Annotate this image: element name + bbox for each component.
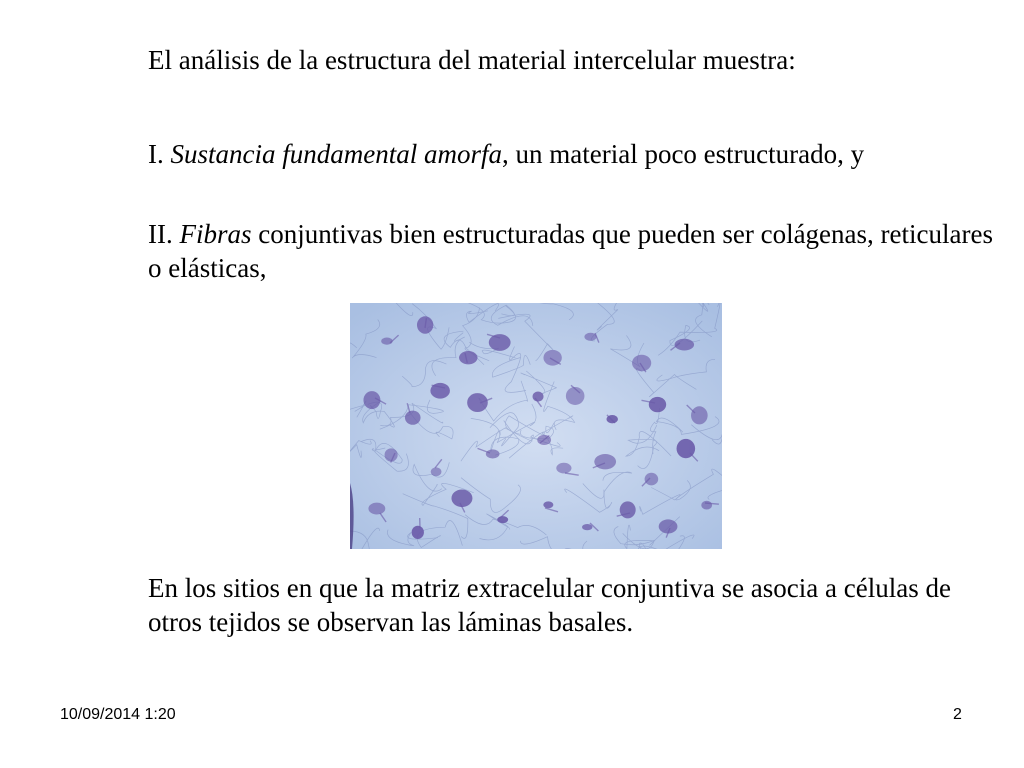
list-item-emphasis: Sustancia fundamental amorfa [170,139,502,169]
list-item-amorphous-substance [148,137,1008,171]
micrograph-image [350,303,722,549]
page-number: 2 [953,706,962,723]
stained-cell [431,467,442,476]
stained-cell [594,454,616,469]
list-item-numeral: II. [148,219,180,249]
footer-date: 10/09/2014 1:20 [60,706,176,723]
stained-cell [691,406,708,424]
stained-cell [467,393,488,412]
stained-cell [385,448,398,461]
stained-cell [451,489,472,507]
stained-cell [533,391,544,401]
stained-cell [632,355,651,371]
closing-text: En los sitios en que la matriz extracelular conjuntiva se asocia a células de otros tejidos se observan las láminas basales. [148,573,951,637]
stained-cell [489,334,511,351]
stained-cell [556,463,571,474]
stained-cell [620,501,636,518]
list-item-text: conjuntivas bien estructuradas que pueden ser colágenas, reticulares o elásticas, [148,219,993,283]
micrograph-drawing [350,303,722,549]
stained-cell [459,351,477,364]
stained-cell [412,526,424,539]
stained-cell [486,449,500,458]
stained-cell [497,516,508,523]
list-item-text: , un material poco estructurado, y [502,139,865,169]
stained-cell [582,524,592,530]
micrograph-background [350,303,722,549]
list-item-numeral: I. [148,139,171,169]
stained-cell [543,501,553,508]
stained-cell [405,411,421,425]
list-item-emphasis: Fibras [179,219,252,249]
stained-cell [381,338,392,345]
stained-cell [701,501,712,510]
intro-text: El análisis de la estructura del material intercelular muestra: [148,45,796,75]
stained-cell [368,503,385,515]
stained-cell [649,397,666,412]
stained-cell [645,473,659,486]
list-item-fibers [148,217,1008,285]
